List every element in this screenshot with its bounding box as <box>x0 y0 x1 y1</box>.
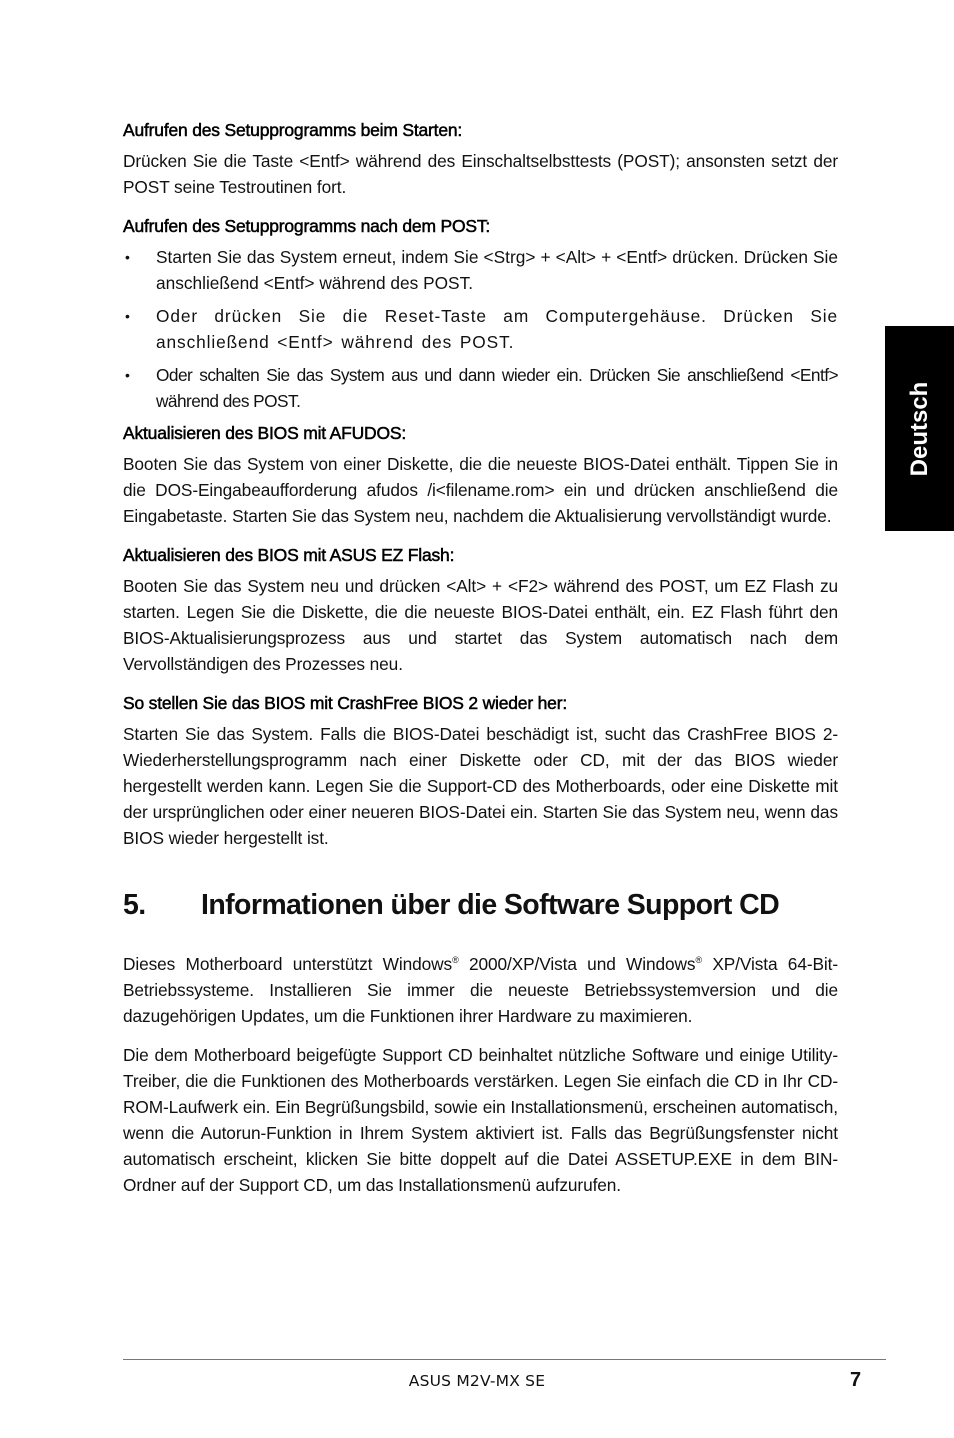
bullet-icon: • <box>125 367 130 383</box>
bullet-list <box>123 244 838 414</box>
registered-mark: ® <box>452 955 459 965</box>
chapter-paragraph-1-b: 2000/XP/Vista und Windows <box>458 954 696 974</box>
section-heading: Aktualisieren des BIOS mit AFUDOS: <box>123 423 407 443</box>
chapter-paragraph-1-c: XP/Vista 64-Bit-Betriebssysteme. Installieren Sie immer die neueste Betriebssystemversion und die dazugehörigen Updates, um die Funktionen ihrer Hardware zu maximieren. <box>123 954 839 1026</box>
chapter-heading <box>123 887 838 923</box>
content-column <box>123 118 838 1198</box>
chapter-number: 5. <box>123 889 146 921</box>
registered-mark: ® <box>695 955 702 965</box>
section-setup-start <box>123 118 838 200</box>
footer-divider <box>123 1359 886 1360</box>
bullet-icon: • <box>125 249 130 265</box>
section-heading: Aufrufen des Setupprogramms beim Starten: <box>123 120 463 140</box>
section-setup-after-post <box>123 214 838 414</box>
section-text: Booten Sie das System neu und drücken <Alt> + <F2> während des POST, um EZ Flash zu starten. Legen Sie die Diskette, die die neueste BIOS-Datei enthält, ein. EZ Flash führt den BIOS-Aktualisierungsprozess aus und startet das System automatisch nach dem Vervollständigen des Prozesses neu. <box>123 576 838 674</box>
section-heading: Aktualisieren des BIOS mit ASUS EZ Flash: <box>123 545 455 565</box>
list-item <box>123 303 838 355</box>
page-number: 7 <box>850 1369 862 1391</box>
bullet-icon: • <box>125 308 130 324</box>
section-text: Drücken Sie die Taste <Entf> während des Einschaltselbsttests (POST); ansonsten setzt der POST seine Testroutinen fort. <box>123 151 838 197</box>
section-text: Starten Sie das System. Falls die BIOS-Datei beschädigt ist, sucht das CrashFree BIOS 2-Wiederherstellungsprogramm nach einer Diskette oder CD, mit der das BIOS wieder hergestellt werden kann. Legen Sie die Support-CD des Motherboards, oder eine Diskette mit der ursprünglichen oder einer neueren BIOS-Datei ein. Starten Sie das System neu, wenn das BIOS wieder hergestellt ist. <box>123 724 838 848</box>
list-item-text: Starten Sie das System erneut, indem Sie <Strg> + <Alt> + <Entf> drücken. Drücken Sie anschließend <Entf> während des POST. <box>156 247 838 293</box>
language-tab <box>885 326 954 531</box>
chapter-title: Informationen über die Software Support CD <box>201 889 780 921</box>
chapter-paragraph-1 <box>123 947 838 1029</box>
section-heading: Aufrufen des Setupprogramms nach dem POST: <box>123 216 491 236</box>
section-afudos <box>123 421 838 529</box>
list-item <box>123 362 838 414</box>
footer-model-name: ASUS M2V-MX SE <box>408 1372 546 1390</box>
section-text: Booten Sie das System von einer Diskette, die die neueste BIOS-Datei enthält. Tippen Sie in die DOS-Eingabeaufforderung afudos /i<filename.rom> ein und drücken anschließend die Eingabetaste. Starten Sie das System neu, nachdem die Aktualisierung vervollständigt wurde. <box>123 454 838 526</box>
language-tab-label: Deutsch <box>905 381 933 476</box>
chapter-paragraph-1-a: Dieses Motherboard unterstützt Windows <box>123 954 453 974</box>
section-ez-flash <box>123 543 838 677</box>
chapter-paragraph-2: Die dem Motherboard beigefügte Support CD beinhaltet nützliche Software und einige Utility-Treiber, die die Funktionen des Motherboards verstärken. Legen Sie einfach die CD in Ihr CD-ROM-Laufwerk ein. Ein Begrüßungsbild, sowie ein Installationsmenü, erscheinen automatisch, wenn die Autorun-Funktion in Ihrem System aktiviert ist. Falls das Begrüßungsfenster nicht automatisch erscheint, klicken Sie bitte doppelt auf die Datei ASSETUP.EXE in dem BIN-Ordner auf der Support CD, um das Installationsmenü aufzurufen. <box>123 1045 838 1195</box>
section-heading: So stellen Sie das BIOS mit CrashFree BIOS 2 wieder her: <box>123 693 567 713</box>
list-item <box>123 244 838 296</box>
section-crashfree <box>123 691 838 851</box>
list-item-text: Oder schalten Sie das System aus und dann wieder ein. Drücken Sie anschließend <Entf> während des POST. <box>156 365 838 411</box>
list-item-text: Oder drücken Sie die Reset-Taste am Computergehäuse. Drücken Sie anschließend <Entf> während des POST. <box>156 306 838 352</box>
